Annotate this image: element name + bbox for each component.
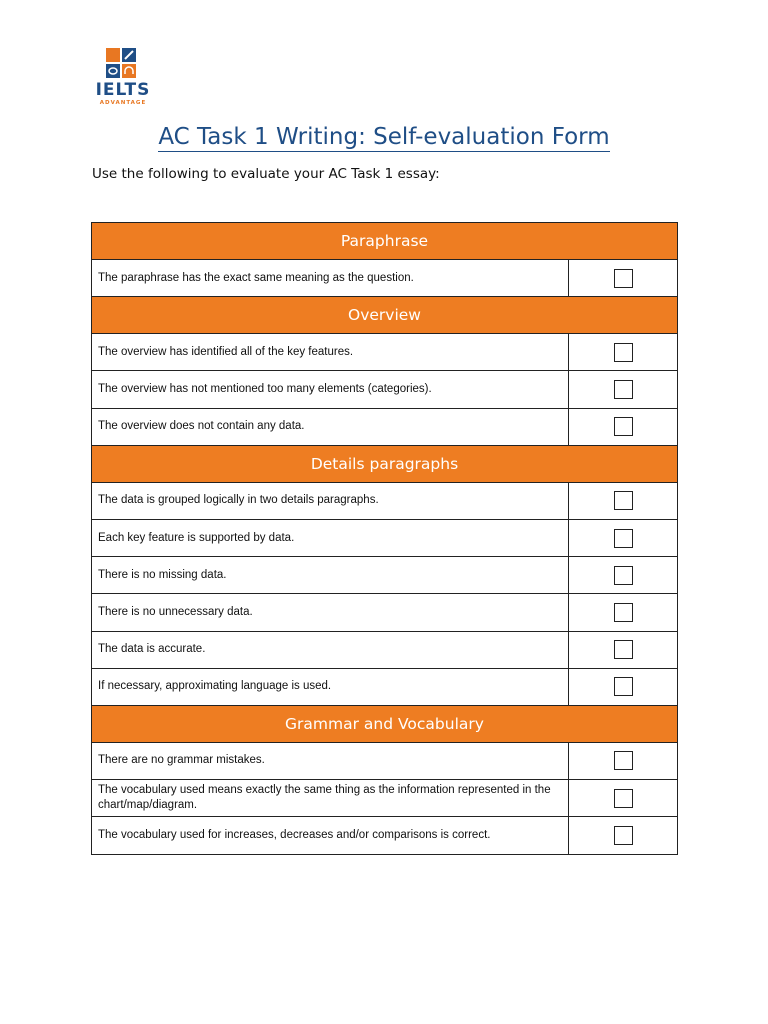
checklist-item-text: There are no grammar mistakes.	[92, 743, 569, 779]
checklist-row	[92, 669, 677, 706]
checkbox[interactable]	[614, 826, 633, 845]
intro-text: Use the following to evaluate your AC Task 1 essay:	[92, 166, 440, 182]
checklist-row	[92, 371, 677, 408]
checkbox-cell	[569, 743, 677, 779]
checkbox-cell	[569, 594, 677, 630]
checklist-row	[92, 632, 677, 669]
checklist-item-text: If necessary, approximating language is used.	[92, 669, 569, 705]
section-heading: Grammar and Vocabulary	[92, 706, 677, 743]
section-heading: Details paragraphs	[92, 446, 677, 483]
speech-icon	[106, 64, 120, 78]
checklist-item-text: There is no missing data.	[92, 557, 569, 593]
checkbox-cell	[569, 557, 677, 593]
checklist-item-text: The overview does not contain any data.	[92, 409, 569, 445]
checkbox-cell	[569, 483, 677, 519]
page-title: AC Task 1 Writing: Self-evaluation Form	[158, 124, 610, 150]
checklist-item-text: The vocabulary used for increases, decreases and/or comparisons is correct.	[92, 817, 569, 854]
checklist-item-text: The data is grouped logically in two details paragraphs.	[92, 483, 569, 519]
checkbox[interactable]	[614, 269, 633, 288]
checklist-item-text: The overview has identified all of the key features.	[92, 334, 569, 370]
logo-tagline: ADVANTAGE	[99, 100, 147, 106]
checkbox-cell	[569, 409, 677, 445]
headphones-icon	[122, 64, 136, 78]
page-title-wrap	[0, 124, 768, 150]
checkbox[interactable]	[614, 380, 633, 399]
checklist-item-text: The overview has not mentioned too many elements (categories).	[92, 371, 569, 407]
checklist-row	[92, 743, 677, 780]
checkbox[interactable]	[614, 343, 633, 362]
checkbox[interactable]	[614, 603, 633, 622]
checkbox-cell	[569, 669, 677, 705]
checkbox[interactable]	[614, 529, 633, 548]
logo-icons	[106, 48, 138, 80]
checklist-item-text: The vocabulary used means exactly the same thing as the information represented in the chart/map/diagram.	[92, 780, 569, 816]
checkbox[interactable]	[614, 751, 633, 770]
checkbox[interactable]	[614, 491, 633, 510]
section-heading: Overview	[92, 297, 677, 334]
checkbox[interactable]	[614, 789, 633, 808]
checkbox-cell	[569, 334, 677, 370]
checkbox[interactable]	[614, 417, 633, 436]
checklist-row	[92, 817, 677, 854]
checklist-row	[92, 520, 677, 557]
checkbox-cell	[569, 260, 677, 296]
checklist-row	[92, 780, 677, 817]
checkbox[interactable]	[614, 677, 633, 696]
checkbox[interactable]	[614, 640, 633, 659]
checklist-row	[92, 483, 677, 520]
checkbox-cell	[569, 371, 677, 407]
checklist-item-text: The paraphrase has the exact same meaning as the question.	[92, 260, 569, 296]
pencil-icon	[122, 48, 136, 62]
checkbox-cell	[569, 817, 677, 854]
evaluation-form	[91, 222, 678, 855]
ielts-advantage-logo	[92, 48, 154, 110]
checkbox[interactable]	[614, 566, 633, 585]
book-icon	[106, 48, 120, 62]
checkbox-cell	[569, 632, 677, 668]
checklist-row	[92, 557, 677, 594]
section-heading: Paraphrase	[92, 223, 677, 260]
checklist-item-text: The data is accurate.	[92, 632, 569, 668]
checklist-item-text: Each key feature is supported by data.	[92, 520, 569, 556]
checklist-item-text: There is no unnecessary data.	[92, 594, 569, 630]
checkbox-cell	[569, 520, 677, 556]
checkbox-cell	[569, 780, 677, 816]
checklist-row	[92, 594, 677, 631]
logo-wordmark: IELTS	[95, 80, 151, 100]
checklist-row	[92, 260, 677, 297]
checklist-row	[92, 334, 677, 371]
checklist-row	[92, 409, 677, 446]
